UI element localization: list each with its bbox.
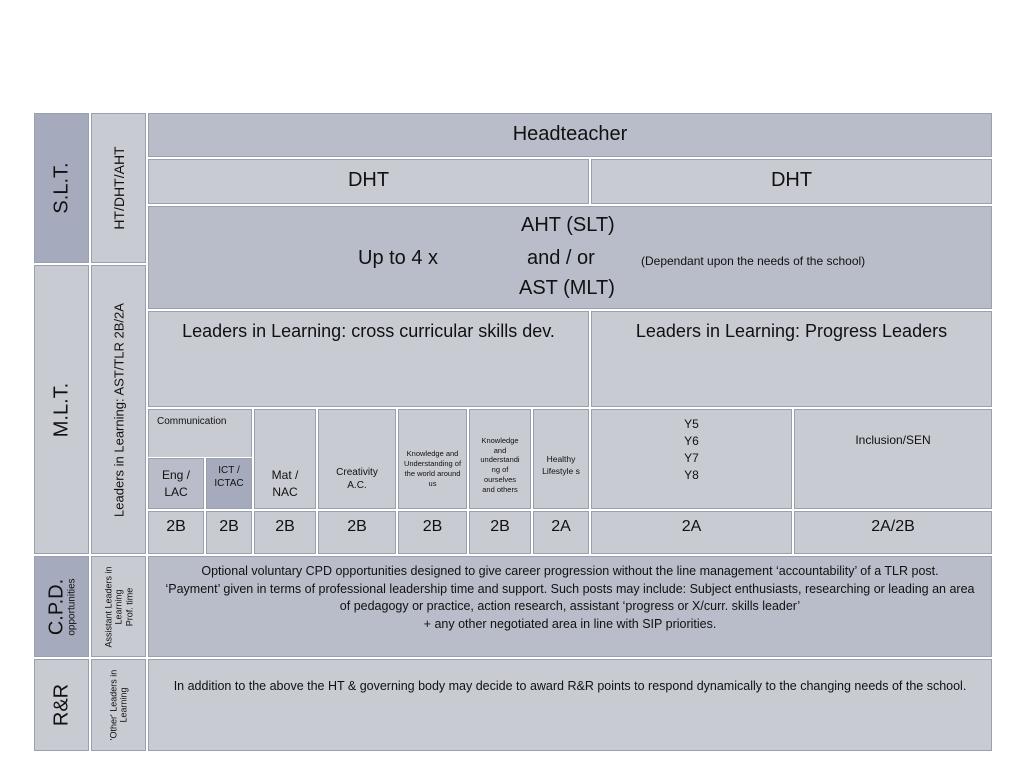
leaders-progress-cell [590,310,993,408]
leaders-ast-cell [90,264,147,555]
creativity-cell [317,408,397,510]
assistant-leaders-label: Assistant Leaders in Learning [102,565,124,648]
dht-right-label: DHT [770,169,813,191]
aht-slt-label: AHT (SLT) [521,214,615,236]
cpd-text-line2: ‘Payment’ given in terms of professional leadership time and support. Such posts may include: Subject enthusiasts, researching or leading an area of pedagogy or practice, action research, assistant ‘progress or X/curr. skills leader’ [165,581,975,613]
mlt-label: M.L.T. [50,382,72,437]
ict-label: ICT / ICTAC [214,464,244,489]
healthy-cell [532,408,590,510]
grade-ict [205,510,253,555]
grade-inclusion [793,510,993,555]
years-cell [590,408,793,510]
knowledge-ourselves-cell [468,408,532,510]
creativity-label: Creativity A.C. [336,466,378,491]
cpd-label-cell [33,555,90,658]
dht-left-cell [147,158,590,205]
dht-right-cell [590,158,993,205]
eng-label: Eng / LAC [161,468,191,499]
mat-label: Mat / NAC [271,467,299,499]
grade-creativity [317,510,397,555]
headteacher-cell [147,112,993,158]
grade-knowledge-world [397,510,468,555]
cpd-sublabel: opportunities [65,577,77,636]
knowledge-ourselves-label: Knowledge and understandi ng of ourselves and others [480,435,520,494]
year-y6: Y6 [684,434,699,448]
eng-cell [147,457,205,510]
other-leaders-cell [90,658,147,752]
other-leaders-label: 'Other' Leaders in Learning [108,669,129,741]
dht-left-label: DHT [347,169,390,191]
year-y7: Y7 [684,451,699,465]
inclusion-cell [793,408,993,510]
leaders-cross-label: Leaders in Learning: cross curricular skills dev. [182,321,555,341]
grade-healthy [532,510,590,555]
knowledge-world-cell [397,408,468,510]
slt-label: S.L.T. [50,162,72,214]
headteacher-label: Headteacher [512,123,628,145]
ht-dht-aht-label: HT/DHT/AHT [110,146,127,230]
ict-cell [205,457,253,510]
grade-knowledge-world-label: 2B [422,517,443,535]
aht-note-label: (Dependant upon the needs of the school) [641,254,866,268]
years-list [591,416,792,484]
cpd-label-group [46,578,78,635]
grade-ict-label: 2B [219,517,239,535]
rr-label-cell [33,658,90,752]
assistant-leaders-group [103,559,134,654]
inclusion-label: Inclusion/SEN [855,433,931,447]
mat-cell [253,408,317,510]
year-y8: Y8 [684,468,699,482]
rr-text: In addition to the above the HT & governing body may decide to award R&R points to respond dynamically to the changing needs of the school. [173,679,967,693]
grade-eng-label: 2B [166,517,186,535]
cpd-text-line3: + any other negotiated area in line with SIP priorities. [423,616,717,631]
cpd-label: C.P.D. [44,578,67,635]
grade-creativity-label: 2B [347,517,367,535]
ast-mlt-label: AST (MLT) [519,277,615,299]
rr-text-cell [147,658,993,752]
grade-years-label: 2A [681,517,702,535]
prof-time-label: Prof. time [123,587,134,626]
communication-label: Communication [157,416,227,427]
cpd-text [156,563,984,633]
grade-knowledge-ourselves [468,510,532,555]
leaders-cross-cell [147,310,590,408]
mlt-label-cell [33,264,90,555]
healthy-label: Healthy Lifestyle s [542,454,580,476]
assistant-leaders-cell [90,555,147,658]
slt-label-cell [33,112,90,264]
aht-up-to-label: Up to 4 x [358,247,439,269]
grade-mat [253,510,317,555]
grade-mat-label: 2B [275,517,295,535]
year-y5: Y5 [684,417,699,431]
cpd-text-cell [147,555,993,658]
aht-and-or-label: and / or [527,247,595,269]
leaders-progress-label: Leaders in Learning: Progress Leaders [635,321,948,341]
leaders-ast-label: Leaders in Learning: AST/TLR 2B/2A [111,302,126,517]
grade-years [590,510,793,555]
grade-eng [147,510,205,555]
cpd-text-line1: Optional voluntary CPD opportunities designed to give career progression without the line management ‘accountability’ of a TLR post. [201,564,939,578]
grade-inclusion-label: 2A/2B [871,517,915,535]
grade-knowledge-ourselves-label: 2B [490,517,510,535]
knowledge-world-label: Knowledge and Understanding of the world around us [403,448,462,489]
rr-label: R&R [50,683,72,727]
grade-healthy-label: 2A [551,517,571,535]
ht-dht-aht-cell [90,112,147,264]
aht-cell [147,205,993,310]
